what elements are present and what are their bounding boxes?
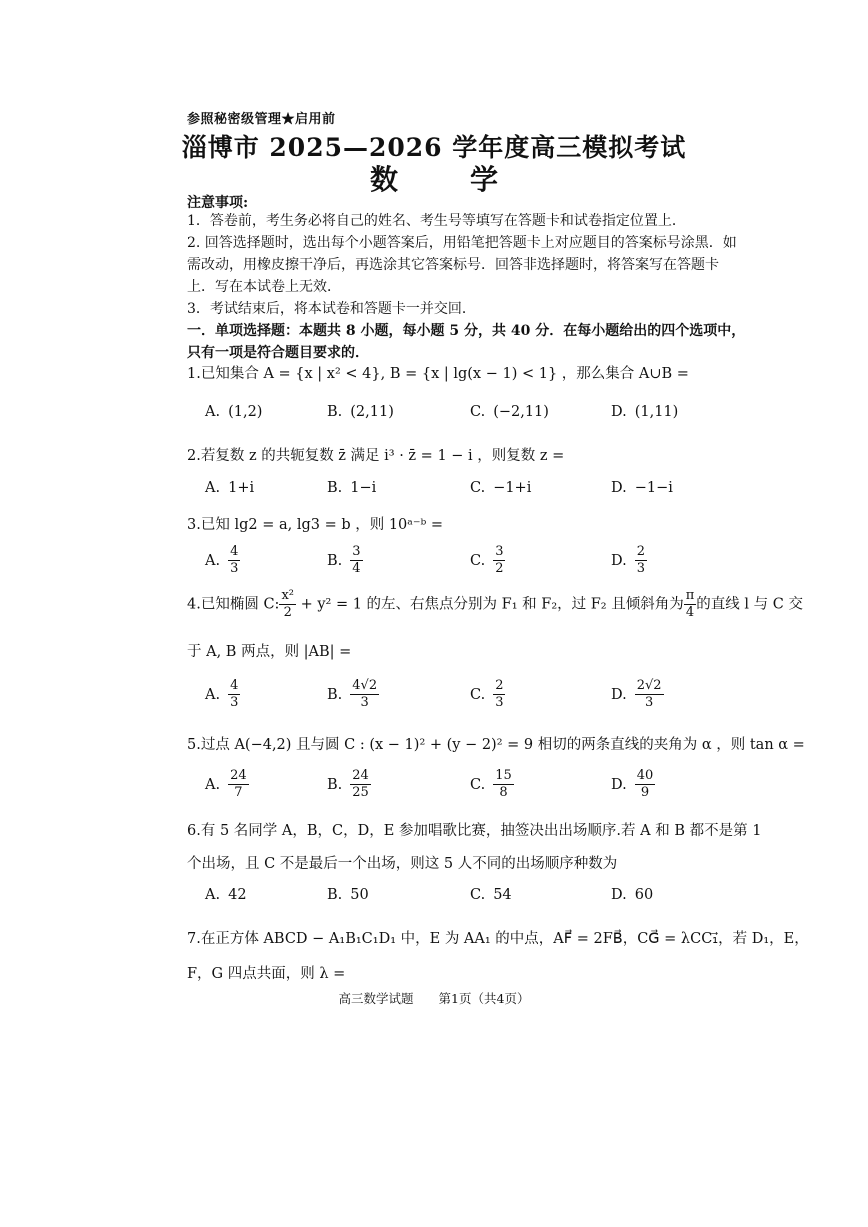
notice-line-5: 3．考试结束后，将本试卷和答题卡一并交回． (187, 301, 476, 317)
question-6-option-c: C. 54 (470, 887, 512, 903)
section-heading-line-2: 只有一项是符合题目要求的． (187, 345, 369, 361)
question-5-option-d: D. $\frac{40}{9}$ (611, 768, 654, 800)
notice-line-3: 需改动，用橡皮擦干净后，再选涂其它答案标号．回答非选择题时，将答案写在答题卡 (187, 257, 719, 273)
exam-title: 淄博市 2025—2026 学年度高三模拟考试 (181, 133, 687, 162)
question-3-option-b: B. $\frac{3}{4}$ (327, 544, 361, 576)
question-5-stem: 5.过点 A(−4,2) 且与圆 C : (x − 1)² + (y − 2)² = 9 相切的两条直线的夹角为 α ，则 tan α = (187, 737, 805, 753)
notice-heading: 注意事项: (187, 195, 249, 211)
question-2-option-b: B. 1−i (327, 480, 377, 496)
question-4-stem: 4.已知椭圆 C: $\frac{\text{x²}}{2}$ + y² = 1 的左、右焦点分别为 F₁ 和 F₂，过 F₂ 且倾斜角为 $\frac{\pi}{4}$ 的直线 l 与 C 交 (187, 588, 803, 620)
question-1-stem: 1.已知集合 A = {x | x² < 4}, B = {x | lg(x − 1) < 1} ，那么集合 A∪B = (187, 366, 689, 382)
page-footer: 高三数学试题 第1页（共4页） (338, 991, 530, 1006)
question-2-option-a: A. 1+i (205, 480, 255, 496)
question-4-option-a: A. $\frac{4}{3}$ (205, 678, 239, 710)
question-5-option-b: B. $\frac{24}{25}$ (327, 768, 369, 800)
question-2-option-d: D. −1−i (611, 480, 673, 496)
subject-title: 数 学 (369, 163, 520, 196)
question-6-option-b: B. 50 (327, 887, 369, 903)
notice-line-2: 2. 回答选择题时，选出每个小题答案后，用铅笔把答题卡上对应题目的答案标号涂黑．如 (187, 235, 737, 251)
question-4-stem-line-2: 于 A, B 两点，则 |AB| = (187, 644, 352, 660)
question-6-stem-line-2: 个出场，且 C 不是最后一个出场，则这 5 人不同的出场顺序种数为 (187, 856, 618, 872)
question-6-option-a: A. 42 (205, 887, 247, 903)
section-heading-line-1: 一．单项选择题：本题共 8 小题，每小题 5 分，共 40 分．在每小题给出的四个选项中， (187, 323, 746, 339)
question-6-stem: 6.有 5 名同学 A，B，C，D，E 参加唱歌比赛，抽签决出出场顺序.若 A 和 B 都不是第 1 (187, 823, 762, 839)
question-3-option-a: A. $\frac{4}{3}$ (205, 544, 239, 576)
question-4-option-d: D. $\frac{2√2}{3}$ (611, 678, 662, 710)
question-1-option-b: B. (2,11) (327, 404, 394, 420)
question-2-stem: 2.若复数 z 的共轭复数 z̄ 满足 i³ · z̄ = 1 − i ，则复数 z = (187, 448, 565, 464)
question-4-option-b: B. $\frac{4√2}{3}$ (327, 678, 378, 710)
question-6-option-d: D. 60 (611, 887, 654, 903)
question-1-option-a: A. (1,2) (205, 404, 263, 420)
question-7-stem-line-2: F，G 四点共面，则 λ = (187, 966, 346, 982)
notice-line-1: 1．答卷前，考生务必将自己的姓名、考生号等填写在答题卡和试卷指定位置上． (187, 213, 686, 229)
question-4-option-c: C. $\frac{2}{3}$ (470, 678, 504, 710)
question-5-option-a: A. $\frac{24}{7}$ (205, 768, 247, 800)
question-7-stem: 7.在正方体 ABCD − A₁B₁C₁D₁ 中，E 为 AA₁ 的中点，AF⃗ = 2FB⃗，CG⃗ = λCC₁⃗，若 D₁，E， (187, 931, 809, 947)
question-1-option-c: C. (−2,11) (470, 404, 549, 420)
question-3-option-c: C. $\frac{3}{2}$ (470, 544, 504, 576)
secrecy-label: 参照秘密级管理★启用前 (187, 112, 336, 127)
question-2-option-c: C. −1+i (470, 480, 532, 496)
question-5-option-c: C. $\frac{15}{8}$ (470, 768, 512, 800)
question-3-option-d: D. $\frac{2}{3}$ (611, 544, 645, 576)
question-3-stem: 3.已知 lg2 = a, lg3 = b ，则 10ᵃ⁻ᵇ = (187, 517, 444, 533)
notice-line-4: 上．写在本试卷上无效． (187, 279, 341, 295)
question-1-option-d: D. (1,11) (611, 404, 679, 420)
